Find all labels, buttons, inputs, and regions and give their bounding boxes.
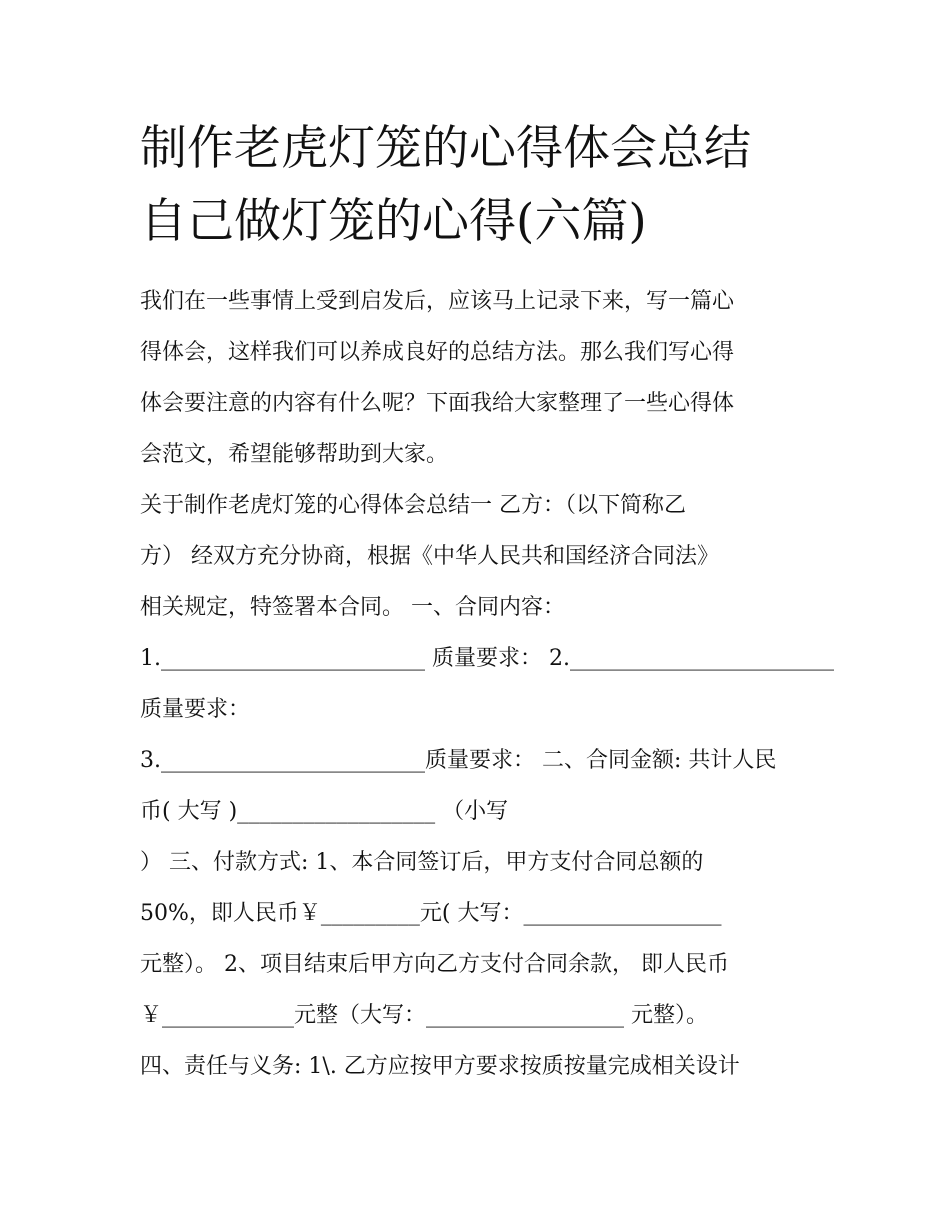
- text-line: 四、责任与义务: 1\. 乙方应按甲方要求按质按量完成相关设计: [140, 1054, 740, 1079]
- text-line: 1.________________________ 质量要求： 2.________________________: [140, 646, 834, 671]
- text-line: 体会要注意的内容有什么呢？下面我给大家整理了一些心得体: [140, 391, 735, 416]
- title-line-1: 制作老虎灯笼的心得体会总结: [140, 121, 751, 176]
- text-line: 方） 经双方充分协商，根据《中华人民共和国经济合同法》: [140, 544, 719, 569]
- text-line: 得体会，这样我们可以养成良好的总结方法。那么我们写心得: [140, 340, 735, 365]
- title-line-2: 自己做灯笼的心得(六篇): [140, 194, 647, 249]
- document-body: [140, 280, 834, 1096]
- page-title: [140, 112, 840, 258]
- text-line: 相关规定，特签署本合同。 一、合同内容：: [140, 595, 565, 620]
- text-line: ） 三、付款方式: 1、本合同签订后，甲方支付合同总额的: [140, 850, 704, 875]
- text-line: 质量要求：: [140, 697, 251, 722]
- text-line: 关于制作老虎灯笼的心得体会总结一 乙方：（以下简称乙: [140, 493, 686, 518]
- text-line: 元整）。 2、项目结束后甲方向乙方支付合同余款， 即人民币: [140, 952, 729, 977]
- text-line: 3.________________________质量要求： 二、合同金额: 共计人民: [140, 748, 777, 773]
- text-line: 我们在一些事情上受到启发后，应该马上记录下来，写一篇心: [140, 289, 735, 314]
- text-line: 50%，即人民币￥_________元( 大写：__________________: [140, 901, 722, 926]
- text-line: ￥____________元整（大写：__________________ 元整）。: [140, 1003, 708, 1028]
- text-line: 会范文，希望能够帮助到大家。: [140, 442, 449, 467]
- text-line: 币( 大写 )__________________ （小写: [140, 799, 509, 824]
